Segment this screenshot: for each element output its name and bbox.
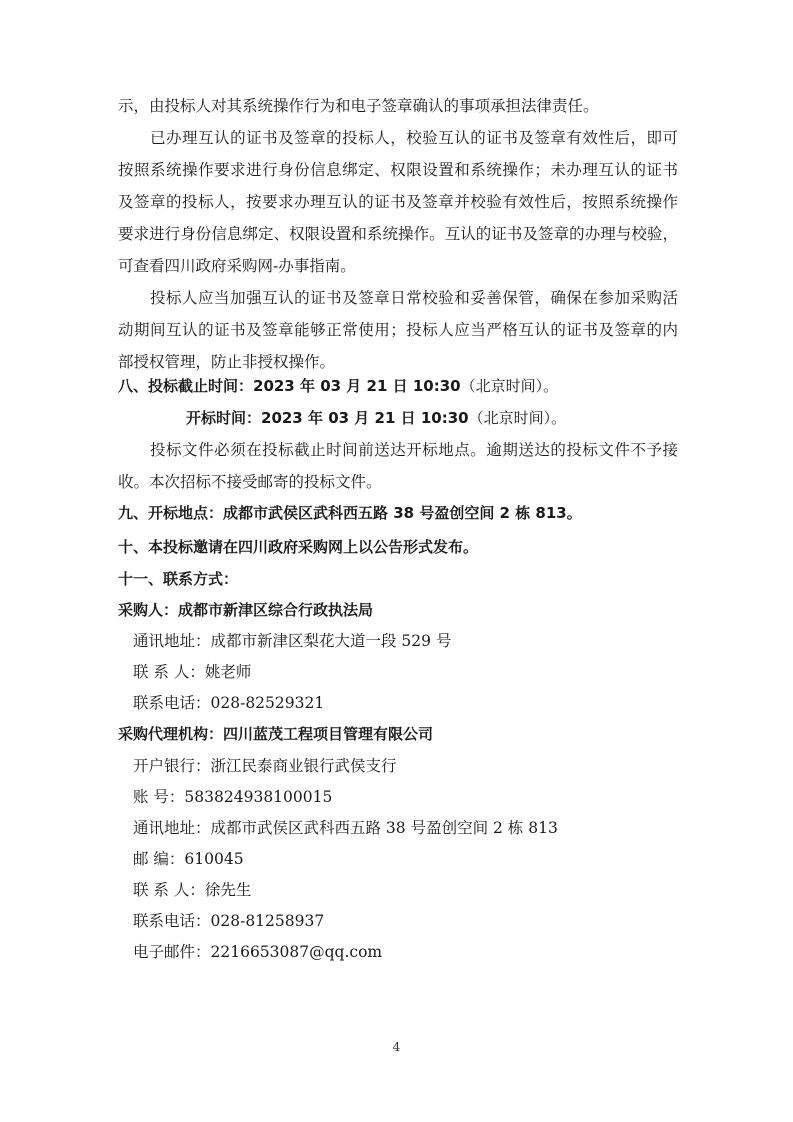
timezone-note: （北京时间）。 xyxy=(468,409,567,427)
paragraph-line: 可查看四川政府采购网-办事指南。 xyxy=(118,257,356,275)
agency-address: 通讯地址：成都市武侯区武科西五路 38 号盈创空间 2 栋 813 xyxy=(133,819,558,837)
section-heading-contacts: 十一、联系方式： xyxy=(118,570,239,588)
paragraph-line: 要求进行身份信息绑定、权限设置和系统操作。互认的证书及签章的办理与校验， xyxy=(118,225,678,243)
agency-email: 电子邮件：2216653087@qq.com xyxy=(133,943,383,961)
paragraph-line: 示，由投标人对其系统操作行为和电子签章确认的事项承担法律责任。 xyxy=(118,97,599,115)
agency-account: 账 号：583824938100015 xyxy=(133,788,333,806)
opening-time xyxy=(186,408,682,428)
timezone-note: （北京时间）。 xyxy=(460,377,559,395)
section-heading-venue: 九、开标地点：成都市武侯区武科西五路 38 号盈创空间 2 栋 813。 xyxy=(118,504,582,522)
paragraph-line: 已办理互认的证书及签章的投标人，校验互认的证书及签章有效性后，即可 xyxy=(150,129,678,147)
purchaser-contact: 联 系 人：姚老师 xyxy=(133,663,252,681)
paragraph-line: 收。本次招标不接受邮寄的投标文件。 xyxy=(118,473,382,491)
paragraph-line: 投标人应当加强互认的证书及签章日常校验和妥善保管，确保在参加采购活 xyxy=(150,289,678,307)
purchaser-address: 通讯地址：成都市新津区梨花大道一段 529 号 xyxy=(133,632,452,650)
paragraph-line: 动期间互认的证书及签章能够正常使用；投标人应当严格互认的证书及签章的内 xyxy=(118,321,678,339)
section-heading-publication: 十、本投标邀请在四川政府采购网上以公告形式发布。 xyxy=(118,538,479,556)
purchaser-heading: 采购人：成都市新津区综合行政执法局 xyxy=(118,601,374,619)
opening-text: 开标时间：2023 年 03 月 21 日 10:30 xyxy=(186,409,469,427)
agency-contact: 联 系 人：徐先生 xyxy=(133,881,252,899)
paragraph-line: 及签章的投标人，按要求办理互认的证书及签章并校验有效性后，按照系统操作 xyxy=(118,193,678,211)
paragraph-line: 按照系统操作要求进行身份信息绑定、权限设置和系统操作；未办理互认的证书 xyxy=(118,161,678,179)
agency-heading: 采购代理机构：四川蓝茂工程项目管理有限公司 xyxy=(118,725,434,743)
section-heading-deadline xyxy=(118,376,678,396)
paragraph-line: 部授权管理，防止非授权操作。 xyxy=(118,353,336,371)
deadline-text: 八、投标截止时间：2023 年 03 月 21 日 10:30 xyxy=(118,377,461,395)
purchaser-phone: 联系电话：028-82529321 xyxy=(133,694,325,712)
page-number: 4 xyxy=(392,1040,401,1054)
agency-bank: 开户银行：浙江民泰商业银行武侯支行 xyxy=(133,757,397,775)
agency-postcode: 邮 编：610045 xyxy=(133,850,244,868)
agency-phone: 联系电话：028-81258937 xyxy=(133,912,325,930)
paragraph-line: 投标文件必须在投标截止时间前送达开标地点。逾期送达的投标文件不予接 xyxy=(150,441,678,459)
